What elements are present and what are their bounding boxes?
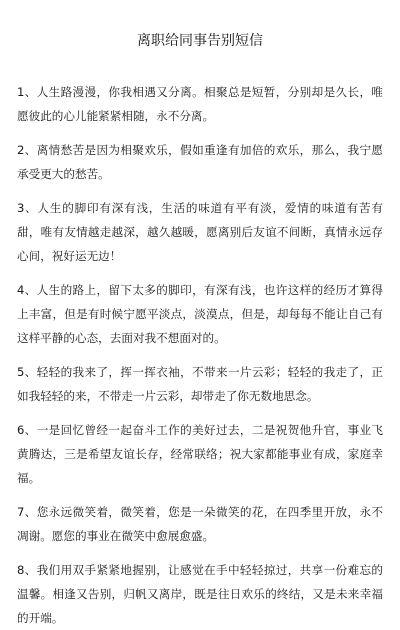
message-item-4: 4、人生的路上，留下太多的脚印，有深有浅，也许这样的经历才算得上丰富，但是有时候宁愿平淡点，淡漠点，但是，却每每不能让自己有这样平静的心态，去面对我不想面对的。 [17, 283, 383, 345]
message-item-6: 6、一是回忆曾经一起奋斗工作的美好过去，二是祝贺他升官，事业飞黄腾达，三是希望友谊长存，经常联络；祝大家都能事业有成，家庭幸福。 [17, 423, 383, 485]
message-item-2: 2、离情愁苦是因为相聚欢乐，假如重逢有加倍的欢乐，那么，我宁愿承受更大的愁苦。 [17, 143, 383, 181]
message-item-1: 1、人生路漫漫，你我相遇又分离。相聚总是短暂，分别却是久长，唯愿彼此的心儿能紧紧相随，永不分离。 [17, 85, 383, 123]
message-list [17, 80, 383, 630]
message-item-8: 8、我们用双手紧紧地握别，让感觉在手中轻轻掠过，共享一份难忘的温馨。相逢又告别，归帆又离岸，既是往日欢乐的终结，又是未来幸福的开端。 [17, 563, 383, 625]
message-item-3: 3、人生的脚印有深有浅，生活的味道有平有淡，爱情的味道有苦有甜，唯有友情越走越深，越久越暖，愿离别后友谊不间断，真情永远存心间，祝好运无边！ [17, 201, 383, 263]
document-title: 离职给同事告别短信 [137, 33, 263, 49]
message-item-7: 7、您永远微笑着，微笑着，您是一朵微笑的花，在四季里开放，永不凋谢。愿您的事业在微笑中愈展愈盛。 [17, 505, 383, 543]
message-item-5: 5、轻轻的我来了，挥一挥衣袖，不带来一片云彩；轻轻的我走了，正如我轻轻的来，不带走一片云彩，却带走了你无数地思念。 [17, 365, 383, 403]
